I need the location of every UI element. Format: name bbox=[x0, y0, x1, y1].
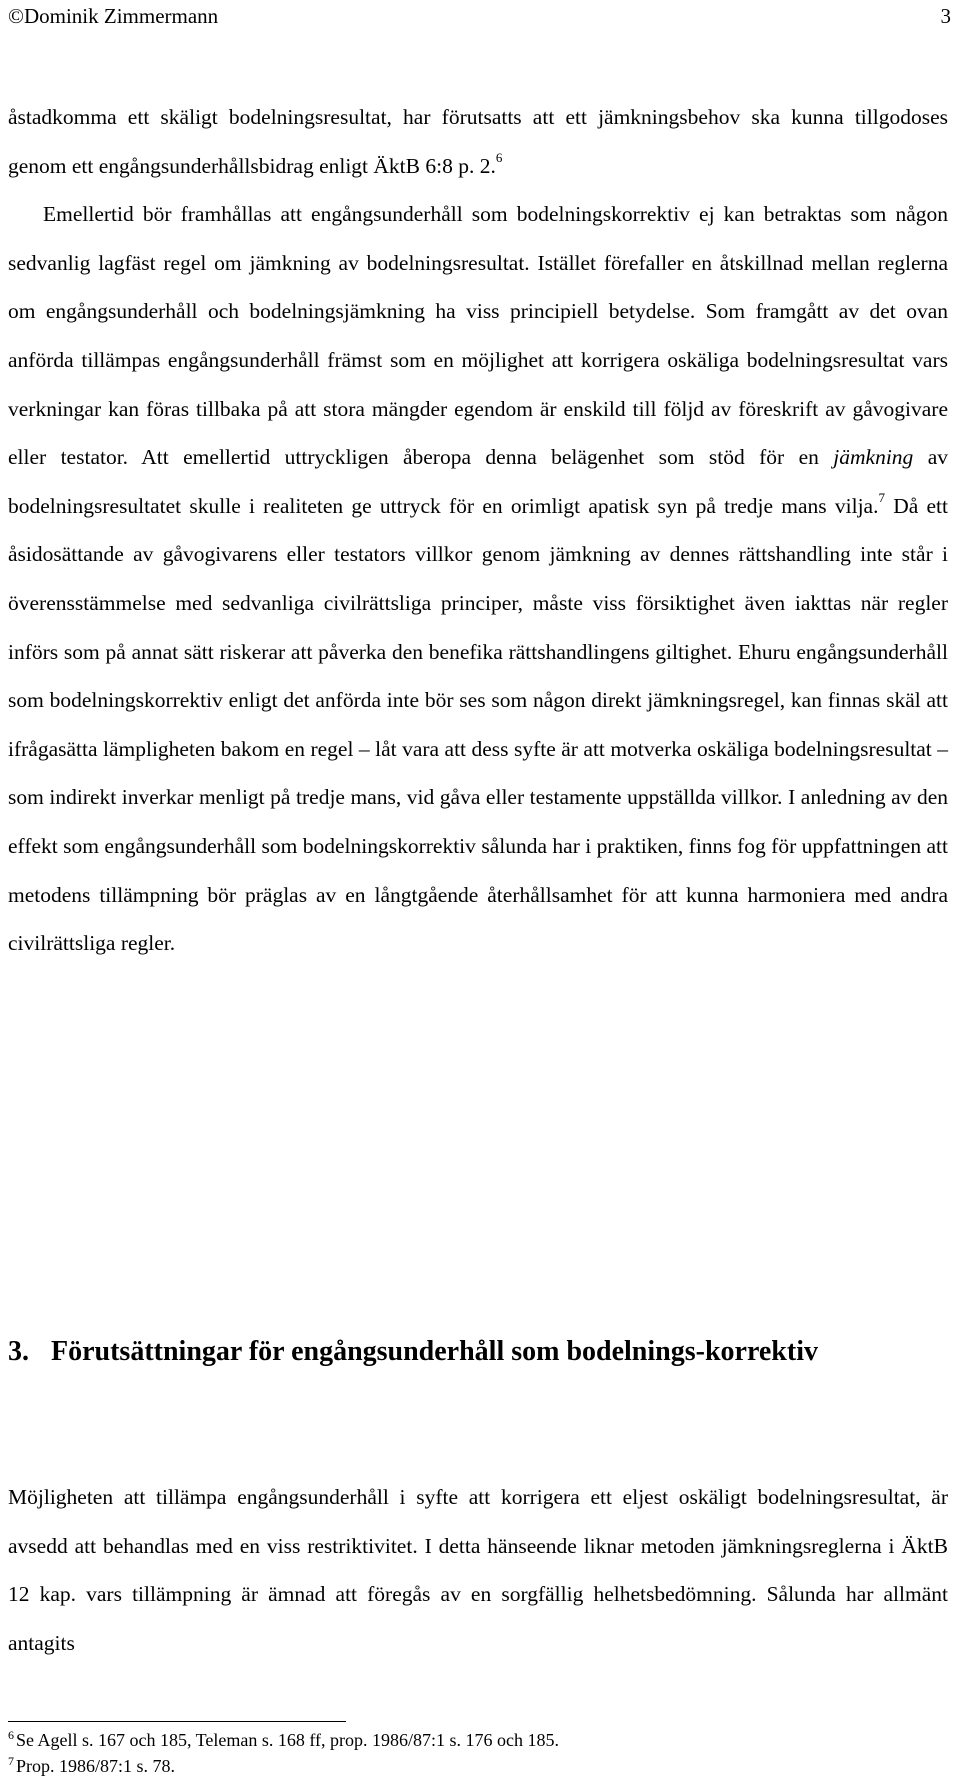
footnote-7 bbox=[8, 1753, 948, 1779]
footnote-number: 6 bbox=[8, 1728, 14, 1742]
footnote-ref-7: 7 bbox=[878, 489, 885, 505]
body-paragraph-1 bbox=[8, 93, 948, 968]
paragraph-2-text: Möjligheten att tillämpa engångsunderhåll i syfte att korrigera ett eljest oskäligt bodelningsresultat, är avsedd att behandlas med en viss restriktivitet. I detta hänseende liknar metoden jämkningsreglerna i ÄktB 12 kap. vars tillämpning är ämnad att föregås av en sorgfällig helhetsbedömning. Sålunda har allmänt antagits bbox=[8, 1485, 948, 1655]
footnote-number: 7 bbox=[8, 1754, 14, 1768]
page-header bbox=[8, 2, 951, 30]
footnote-separator bbox=[8, 1721, 346, 1722]
paragraph-1-text-a: åstadkomma ett skäligt bodelningsresultat, har förutsatts att ett jämkningsbehov ska kunna tillgodoses genom ett engångsunderhållsbidrag enligt ÄktB 6:8 p. 2. bbox=[8, 105, 948, 178]
paragraph-1-text-d: Då ett åsidosättande av gåvogivarens eller testators villkor genom jämkning av dennes rättshandling inte står i överensstämmelse med sedvanliga civilrättsliga principer, måste viss försiktighet även iakttas när regler införs som på annat sätt riskerar att påverka den benefika rättshandlingens giltighet. Ehuru engångsunderhåll som bodelningskorrektiv enligt det anförda inte bör ses som någon direkt jämkningsregel, kan finnas skäl att ifrågasätta lämpligheten bakom en regel – låt vara att dess syfte är att motverka oskäliga bodelningsresultat – som indirekt inverkar menligt på tredje mans, vid gåva eller testamente uppställda villkor. I anledning av den effekt som engångsunderhåll som bodelningskorrektiv sålunda har i praktiken, finns fog för uppfattningen att metodens tillämpning bör präglas av en långtgående återhållsamhet för att kunna harmoniera med andra civilrättsliga regler. bbox=[8, 493, 949, 956]
page-number: 3 bbox=[940, 4, 951, 28]
footnote-text: Prop. 1986/87:1 s. 78. bbox=[16, 1756, 176, 1776]
section-title: Förutsättningar för engångsunderhåll som bodelnings-korrektiv bbox=[51, 1336, 818, 1367]
paragraph-1-text-c: av bodelningsresultatet skulle i realiteten ge uttryck för en orimligt apatisk syn på tredje mans vilja. bbox=[8, 445, 949, 518]
section-number: 3. bbox=[8, 1336, 29, 1367]
author-name: ©Dominik Zimmermann bbox=[8, 4, 219, 28]
footnote-6 bbox=[8, 1727, 948, 1753]
paragraph-1-text-b: Emellertid bör framhållas att engångsunderhåll som bodelningskorrektiv ej kan betraktas som någon sedvanlig lagfäst regel om jämkning av bodelningsresultat. Istället förefaller en åtskillnad mellan reglerna om engångsunderhåll och bodelningsjämkning ha viss principiell betydelse. Som framgått av det ovan anförda tillämpas engångsunderhåll främst som en möjlighet att korrigera oskäliga bodelningsresultat vars verkningar kan föras tillbaka på att stora mängder egendom är enskild till följd av föreskrift av gåvogivare eller testator. Att emellertid uttryckligen åberopa denna belägenhet som stöd för en bbox=[8, 202, 948, 470]
footnote-ref-6: 6 bbox=[495, 149, 503, 165]
body-paragraph-2 bbox=[8, 1473, 948, 1667]
emphasis-jamkning: jämkning bbox=[833, 445, 914, 470]
footnote-text: Se Agell s. 167 och 185, Teleman s. 168 ff, prop. 1986/87:1 s. 176 och 185. bbox=[16, 1730, 560, 1750]
footnotes bbox=[8, 1727, 948, 1779]
section-heading bbox=[8, 1322, 948, 1382]
